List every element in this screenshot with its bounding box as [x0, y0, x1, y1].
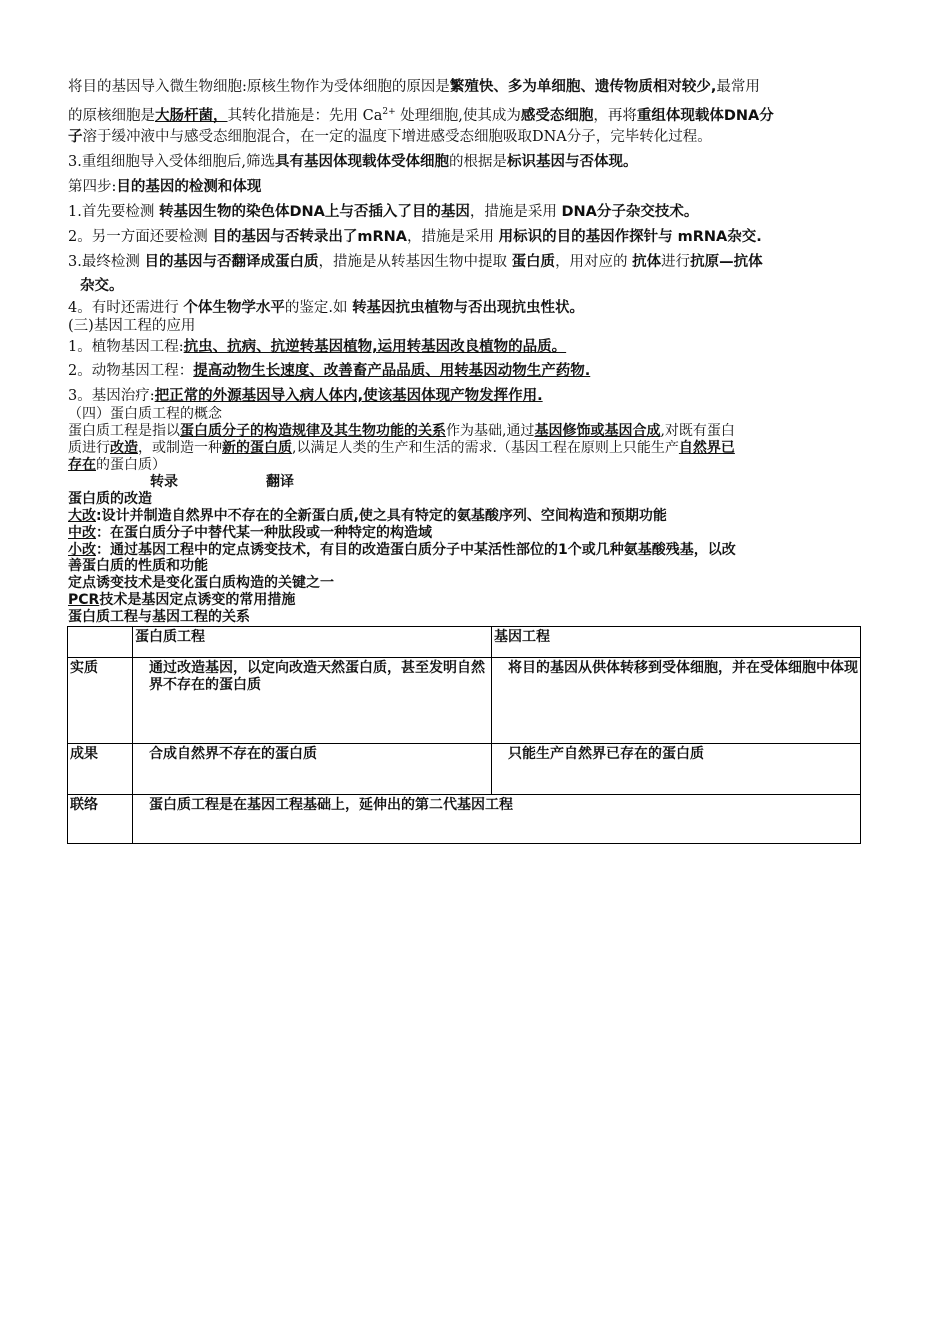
- table-caption: 蛋白质工程与基因工程的关系: [68, 609, 250, 625]
- text: ，或制造一种: [138, 440, 222, 456]
- label-transcription: 转录: [150, 474, 178, 490]
- table-row: [68, 744, 861, 795]
- bold-text: 杂交。: [80, 278, 124, 294]
- bold-text: 感受态细胞: [520, 107, 594, 124]
- bold-text: 转基因抗虫植物与否出现抗虫性状。: [352, 300, 585, 316]
- paragraph-line: [68, 102, 883, 126]
- bold-text: 转基因生物的染色体DNA上与否插入了目的基因: [158, 204, 470, 220]
- bold-text: 用标识的目的基因作探针与 mRNA杂交.: [498, 229, 762, 245]
- paragraph-line: [68, 457, 883, 473]
- text: ，措施是采用: [469, 204, 562, 220]
- text: 第四步:: [68, 179, 117, 195]
- text: ，措施是从转基因生物中提取: [318, 254, 512, 270]
- bold-underlined-text: 自然界已: [678, 440, 735, 456]
- table-cell: 合成自然界不存在的蛋白质: [133, 744, 492, 795]
- bold-text: 标识基因与否体现。: [506, 154, 638, 170]
- bold-underlined-text: 把正常的外源基因导入病人体内,使该基因体现产物发挥作用.: [154, 388, 543, 404]
- table-cell: 蛋白质工程是在基因工程基础上，延伸出的第二代基因工程: [133, 795, 861, 844]
- text: 2。动物基因工程：: [68, 363, 194, 379]
- list-item: [68, 508, 883, 524]
- table-header: 基因工程: [492, 627, 861, 658]
- bold-underlined-text: 基因修饰或基因合成: [534, 423, 661, 439]
- comparison-table: [67, 626, 861, 844]
- list-item: [68, 298, 883, 318]
- table-row: [68, 658, 861, 744]
- paragraph-line: 定点诱变技术是变化蛋白质构造的关键之一: [68, 575, 334, 591]
- text: ,以满足人类的生产和生活的需求.（基因工程在原则上只能生产: [292, 440, 679, 456]
- section-heading: （四）蛋白质工程的概念: [68, 406, 222, 422]
- underlined-text: 大改: [68, 508, 96, 524]
- text: ，再将: [593, 107, 637, 124]
- list-item: [68, 227, 883, 247]
- section-heading: (三)基因工程的应用: [68, 318, 196, 334]
- text: 3。基因治疗:: [68, 388, 155, 404]
- text: 的原核细胞是: [68, 107, 155, 124]
- table-header: 蛋白质工程: [133, 627, 492, 658]
- table-cell: 将目的基因从供体转移到受体细胞，并在受体细胞中体现: [492, 658, 861, 744]
- paragraph-line: [68, 152, 883, 172]
- paragraph-line: [68, 127, 883, 147]
- text: 溶于缓冲液中与感受态细胞混合，在一定的温度下增进感受态细胞吸取DNA分子，完毕转化过程。: [82, 129, 712, 145]
- text: 的蛋白质）: [96, 457, 166, 473]
- bold-underlined-text: 抗虫、抗病、抗逆转基因植物,运用转基因改良植物的品质。: [183, 339, 567, 355]
- text: 3.重组细胞导入受体细胞后,筛选: [68, 154, 275, 170]
- list-item: [68, 337, 883, 357]
- table-row: [68, 627, 861, 658]
- list-item: [68, 361, 883, 381]
- text: 进行: [661, 254, 691, 270]
- bold-underlined-text: 改造: [110, 440, 138, 456]
- text: 处理细胞,使其成为: [395, 107, 521, 124]
- bold-text: 繁殖快、多为单细胞、遗传物质相对较少,: [449, 79, 717, 95]
- paragraph-line: [68, 440, 883, 456]
- label-translation: 翻译: [266, 474, 294, 490]
- text: 最常用: [716, 79, 760, 95]
- table-cell: [68, 627, 133, 658]
- text: 2。另一方面还要检测: [68, 229, 213, 245]
- text: 蛋白质工程是指以: [68, 423, 180, 439]
- text: 3.最终检测: [68, 254, 145, 270]
- text: 的根据是: [448, 154, 507, 170]
- bold-text: 个体生物学水平: [183, 300, 285, 316]
- subsection-title: 蛋白质的改造: [68, 491, 152, 507]
- table-row: [68, 795, 861, 844]
- text: 4。有时还需进行: [68, 300, 184, 316]
- bold-text: 抗体: [632, 254, 662, 270]
- text: 作为基础,通过: [446, 423, 535, 439]
- list-item: [68, 202, 883, 222]
- text: 将目的基因导入微生物细胞:原核生物作为受体细胞的原因是: [68, 79, 450, 95]
- text: 技术是基因定点诱变的常用措施: [99, 592, 296, 608]
- underlined-text: 小改: [68, 542, 96, 558]
- row-label: 成果: [68, 744, 133, 795]
- bold-text: 具有基因体现载体受体细胞: [274, 154, 449, 170]
- table-cell: 通过改造基因，以定向改造天然蛋白质，甚至发明自然界不存在的蛋白质: [133, 658, 492, 744]
- text: 的鉴定.如: [284, 300, 353, 316]
- list-item-continuation: [68, 276, 895, 296]
- bold-underlined-text: 蛋白质分子的构造规律及其生物功能的关系: [180, 423, 446, 439]
- text: ，措施是采用: [406, 229, 499, 245]
- bold-text: 目的基因与否转录出了mRNA: [212, 229, 407, 245]
- bold-text: 蛋白质: [511, 254, 556, 270]
- text: ：在蛋白质分子中替代某一种肽段或一种特定的构造域: [96, 525, 432, 541]
- text: 质进行: [68, 440, 110, 456]
- list-item: [68, 542, 883, 558]
- text: 其转化措施是：先用 Ca: [227, 107, 383, 124]
- bold-text: DNA分子杂交技术。: [561, 204, 699, 220]
- text: ：通过基因工程中的定点诱变技术，有目的改造蛋白质分子中某活性部位的1个或几种氨基酸残基，以改: [96, 542, 736, 558]
- bold-text: 子: [68, 129, 83, 145]
- paragraph-line: [68, 77, 883, 97]
- bold-text: 重组体现载体DNA分: [636, 107, 774, 124]
- text: 1。植物基因工程:: [68, 339, 184, 355]
- bold-underlined-text: 提高动物生长速度、改善畜产品品质、用转基因动物生产药物.: [193, 363, 591, 379]
- underlined-text: 中改: [68, 525, 96, 541]
- paragraph-line: [68, 592, 883, 608]
- bold-text: 目的基因的检测和体现: [116, 179, 262, 195]
- bold-underlined-text: 大肠杆菌，: [155, 107, 228, 124]
- table-cell: 只能生产自然界已存在的蛋白质: [492, 744, 861, 795]
- bold-text: 目的基因与否翻译成蛋白质: [144, 254, 319, 270]
- underlined-text: PCR: [68, 592, 100, 608]
- text: ，用对应的: [555, 254, 633, 270]
- text: ,对既有蛋白: [660, 423, 735, 439]
- superscript: 2+: [382, 107, 396, 117]
- bold-underlined-text: 存在: [68, 457, 96, 473]
- list-item: [68, 386, 883, 406]
- list-item-continuation: 善蛋白质的性质和功能: [68, 558, 208, 574]
- row-label: 实质: [68, 658, 133, 744]
- paragraph-line: [68, 423, 883, 439]
- text: 1.首先要检测: [68, 204, 159, 220]
- list-item: [68, 252, 883, 272]
- row-label: 联络: [68, 795, 133, 844]
- section-heading: [68, 177, 883, 197]
- bold-text: 抗原—抗体: [690, 254, 763, 270]
- text: :设计并制造自然界中不存在的全新蛋白质,使之具有特定的氨基酸序列、空间构造和预期功能: [96, 508, 667, 524]
- bold-underlined-text: 新的蛋白质: [222, 440, 292, 456]
- list-item: [68, 525, 883, 541]
